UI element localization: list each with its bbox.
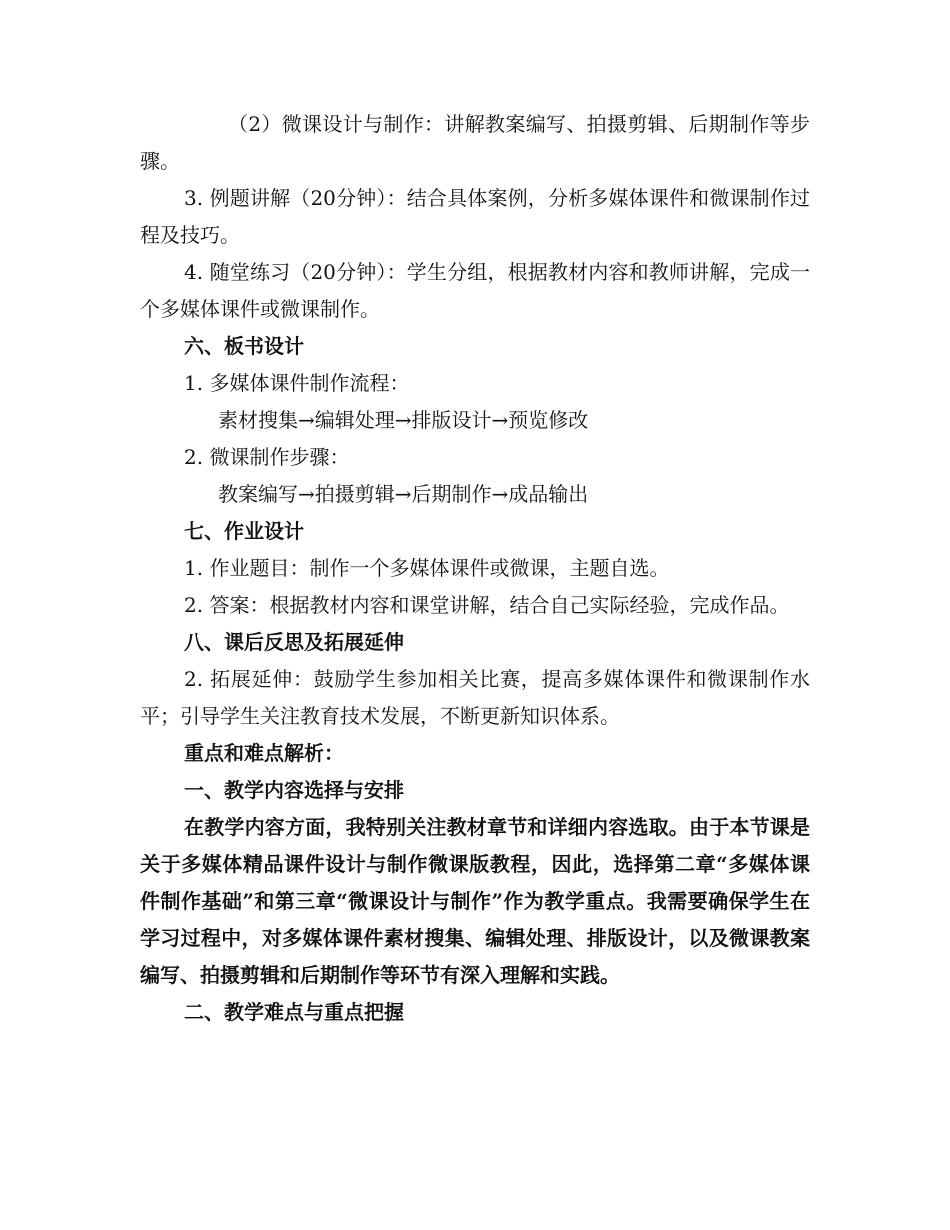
board-item-2-flow: 教案编写→拍摄剪辑→后期制作→成品输出 <box>218 482 589 506</box>
heading-reflection-extension: 八、课后反思及拓展延伸 <box>184 630 404 654</box>
paragraph-micro-course-design: （2）微课设计与制作：讲解教案编写、拍摄剪辑、后期制作等步骤。 <box>140 112 810 173</box>
heading-key-points-analysis: 重点和难点解析： <box>184 741 344 765</box>
paragraph-content-selection: 在教学内容方面，我特别关注教材章节和详细内容选取。由于本节课是关于多媒体精品课件设计与制作微课版教程，因此，选择第二章“多媒体课件制作基础”和第三章“微课设计与制作”作为教学重点。我需要确保学生在学习过程中，对多媒体课件素材搜集、编辑处理、排版设计，以及微课教案编写、拍摄剪辑和后期制作等环节有深入理解和实践。 <box>140 815 810 987</box>
heading-content-selection: 一、教学内容选择与安排 <box>184 778 404 802</box>
document-page <box>140 106 810 1031</box>
homework-item-2: 2. 答案：根据教材内容和课堂讲解，结合自己实际经验，完成作品。 <box>184 593 790 617</box>
board-item-1-flow: 素材搜集→编辑处理→排版设计→预览修改 <box>218 408 589 432</box>
board-item-1: 1. 多媒体课件制作流程： <box>184 371 410 395</box>
homework-item-1: 1. 作业题目：制作一个多媒体课件或微课，主题自选。 <box>184 556 670 580</box>
paragraph-example-explanation: 3. 例题讲解（20分钟）：结合具体案例，分析多媒体课件和微课制作过程及技巧。 <box>140 186 810 247</box>
board-item-2: 2. 微课制作步骤： <box>184 445 350 469</box>
heading-homework-design: 七、作业设计 <box>184 519 304 543</box>
paragraph-in-class-practice: 4. 随堂练习（20分钟）：学生分组，根据教材内容和教师讲解，完成一个多媒体课件或微课制作。 <box>140 260 810 321</box>
extension-item-2: 2. 拓展延伸：鼓励学生参加相关比赛，提高多媒体课件和微课制作水平；引导学生关注教育技术发展，不断更新知识体系。 <box>140 667 810 728</box>
heading-board-design: 六、板书设计 <box>184 334 304 358</box>
heading-difficulty-focus: 二、教学难点与重点把握 <box>184 1000 404 1024</box>
